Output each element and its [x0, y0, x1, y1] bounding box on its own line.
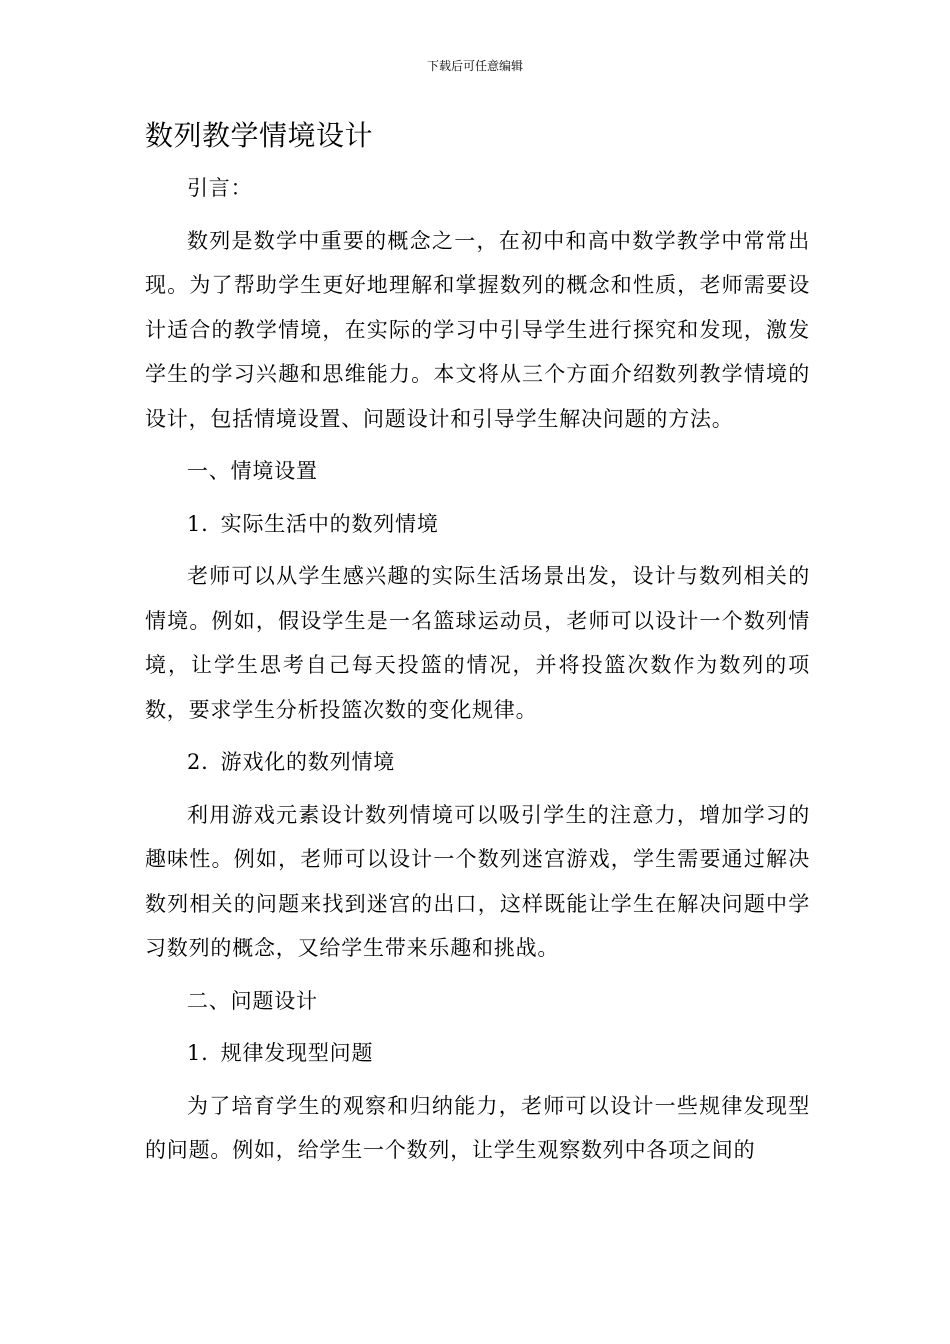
section2-heading: 二、问题设计: [187, 988, 318, 1013]
item-label: 规律发现型问题: [220, 1041, 374, 1065]
section2-item1-heading: [145, 1031, 810, 1076]
item-number: 1.: [187, 1041, 209, 1065]
section2-item1-paragraph: 为了培育学生的观察和归纳能力，老师可以设计一些规律发现型的问题。例如，给学生一个数列，让学生观察数列中各项之间的: [145, 1093, 810, 1162]
section1-item1-paragraph: 老师可以从学生感兴趣的实际生活场景出发，设计与数列相关的情境。例如，假设学生是一名篮球运动员，老师可以设计一个数列情境，让学生思考自己每天投篮的情况，并将投篮次数作为数列的项数，要求学生分析投篮次数的变化规律。: [145, 564, 810, 722]
section1-item2-heading: [145, 740, 810, 785]
section1-item2-paragraph: 利用游戏元素设计数列情境可以吸引学生的注意力，增加学习的趣味性。例如，老师可以设计一个数列迷宫游戏，学生需要通过解决数列相关的问题来找到迷宫的出口，这样既能让学生在解决问题中学习数列的概念，又给学生带来乐趣和挑战。: [145, 802, 810, 960]
document-body: [145, 112, 810, 1181]
item-label: 游戏化的数列情境: [220, 750, 396, 774]
intro-label: 引言：: [187, 176, 253, 200]
header-note: 下载后可任意编辑: [426, 59, 523, 73]
intro-paragraph: 数列是数学中重要的概念之一，在初中和高中数学教学中常常出现。为了帮助学生更好地理解和掌握数列的概念和性质，老师需要设计适合的教学情境，在实际的学习中引导学生进行探究和发现，激发学生的学习兴趣和思维能力。本文将从三个方面介绍数列教学情境的设计，包括情境设置、问题设计和引导学生解决问题的方法。: [145, 228, 810, 431]
item-number: 2.: [187, 750, 209, 774]
section1-item1-heading: [145, 502, 810, 547]
document-title: 数列教学情境设计: [145, 119, 374, 152]
item-number: 1.: [187, 511, 209, 536]
item-label: 实际生活中的数列情境: [220, 511, 439, 536]
section1-heading: 一、情境设置: [187, 459, 318, 483]
